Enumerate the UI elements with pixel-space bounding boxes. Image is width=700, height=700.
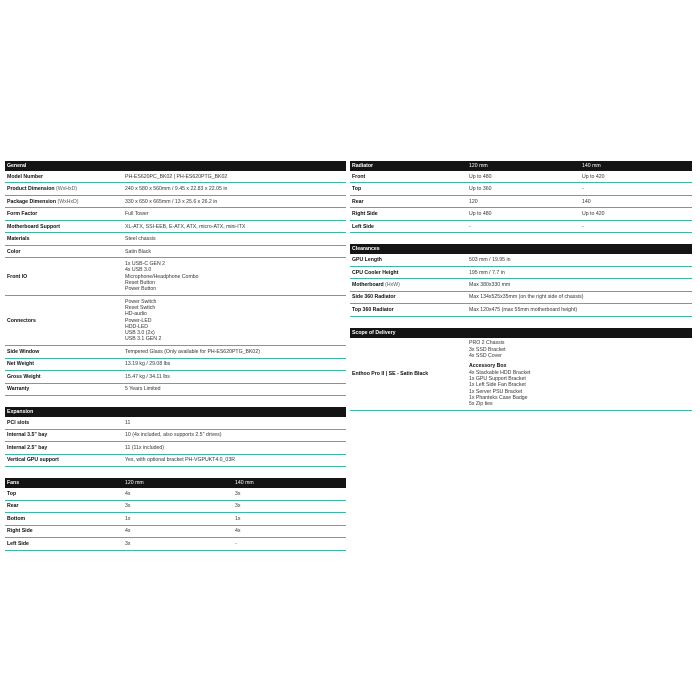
row-label-text: Motherboard [352,281,384,288]
scope-table [350,328,692,411]
row-label: Side 360 Radiator [350,291,467,303]
accessory-line: 4x Stackable HDD Bracket [469,369,531,376]
accessory-line: 5x Zip ties [469,401,493,408]
row-value-120: 1x [123,513,233,525]
table-row [350,291,692,303]
scope-line: 3x SSD Bracket [469,346,506,353]
row-label: Top 360 Radiator [350,304,467,316]
clearances-header: Clearances [350,244,692,254]
radiator-header: Radiator [350,161,467,171]
fans-col-140: 140 mm [233,478,346,488]
connector-line: HD-audio [125,311,147,318]
row-value-140: 3x [233,500,346,512]
row-value [123,296,346,346]
row-label: Bottom [5,513,123,525]
radiator-col-140: 140 mm [580,161,692,171]
left-column [5,161,346,562]
expansion-header: Expansion [5,407,346,417]
accessory-box-title: Accessory Box [469,363,507,370]
row-value-140: 4x [233,525,346,537]
table-row [5,233,346,245]
row-value: Max 120x475 (max 55mm motherboard height) [467,304,692,316]
row-label: Front IO [5,258,123,296]
table-row [5,383,346,395]
row-label: PCI slots [5,417,123,429]
table-row [5,500,346,512]
table-row [5,183,346,195]
row-value-120: 3x [123,500,233,512]
radiator-table [350,161,692,233]
table-row [5,358,346,370]
row-value-140: - [233,538,346,550]
table-row [350,266,692,278]
row-label: Right Side [5,525,123,537]
accessory-line: 1x GPU Support Bracket [469,375,526,382]
table-row [350,338,692,411]
table-row [5,208,346,220]
row-value: 503 mm / 19.95 in [467,254,692,266]
row-value: 15.47 kg / 34.11 lbs [123,371,346,383]
row-label-sub: (HxW) [385,281,400,288]
row-label: Left Side [350,220,467,232]
row-value-120: 120 [467,195,580,207]
row-label: Motherboard Support [5,220,123,232]
table-row [5,371,346,383]
row-value: Max 134x525x35mm (on the right side of chassis) [467,291,692,303]
table-row [350,254,692,266]
row-label: Net Weight [5,358,123,370]
fans-col-120: 120 mm [123,478,233,488]
table-row [5,245,346,257]
row-label: Materials [5,233,123,245]
table-row [5,538,346,550]
row-value-120: Up to 360 [467,183,580,195]
row-value: 11 (11x included) [123,442,346,454]
scope-header: Scope of Delivery [350,328,692,338]
row-label-text: Product Dimension [7,186,55,193]
table-row [5,296,346,346]
table-row [5,171,346,183]
scope-line: 4x SSD Cover [469,353,502,360]
table-row [350,279,692,291]
clearances-table [350,244,692,316]
row-label: GPU Length [350,254,467,266]
row-label: Gross Weight [5,371,123,383]
row-value-120: Up to 480 [467,171,580,183]
row-label: Top [350,183,467,195]
row-value-140: Up to 420 [580,171,692,183]
fans-header: Fans [5,478,123,488]
row-value-140: 3x [233,488,346,500]
table-row [5,220,346,232]
table-row [350,220,692,232]
connector-line: Power Switch [125,298,157,305]
row-value: XL-ATX, SSI-EEB, E-ATX, ATX, micro-ATX, mini-ITX [123,220,346,232]
row-value: 240 x 580 x 560mm / 9.45 x 22.83 x 22.05 in [123,183,346,195]
row-label: Color [5,245,123,257]
connector-line: Reset Switch [125,304,156,311]
connector-line: USB 3.0 (2x) [125,330,155,337]
table-row [5,488,346,500]
table-row [350,171,692,183]
front-io-line: Reset Button [125,279,155,286]
table-row [5,417,346,429]
row-label-text: Package Dimension [7,198,57,205]
accessory-line: 1x Left Side Fan Bracket [469,382,526,389]
row-label [5,195,123,207]
row-label: Vertical GPU support [5,454,123,466]
table-row [350,195,692,207]
row-value: Steel chassis [123,233,346,245]
row-value: Yes, with optional bracket PH-VGPUKT4.0_03R [123,454,346,466]
connector-line: USB 3.1 GEN 2 [125,336,162,343]
row-label: Left Side [5,538,123,550]
table-row [350,183,692,195]
row-value: PH-ES620PC_BK02 | PH-ES620PTG_BK02 [123,171,346,183]
table-row [350,304,692,316]
row-label: Connectors [5,296,123,346]
row-label: Internal 3.5" bay [5,429,123,441]
row-label: Model Number [5,171,123,183]
scope-line: PRO 2 Chassis [469,340,505,347]
scope-contents [467,338,692,411]
row-label-sub: (WxHxD) [57,198,79,205]
table-row [5,429,346,441]
row-label: Front [350,171,467,183]
front-io-line: Microphone/Headphone Combo [125,273,199,280]
row-label: Side Window [5,346,123,358]
table-row [5,346,346,358]
row-label: Right Side [350,208,467,220]
row-value: Tempered Glass (Only available for PH-ES620PTG_BK02) [123,346,346,358]
connector-line: HDD-LED [125,323,149,330]
table-row [5,513,346,525]
table-row [5,442,346,454]
accessory-line: 1x Phanteks Case Badge [469,394,528,401]
table-row [5,454,346,466]
row-label [350,279,467,291]
row-value: 11 [123,417,346,429]
radiator-col-120: 120 mm [467,161,580,171]
row-label-sub: (WxHxD) [56,186,78,193]
front-io-line: Power Button [125,286,157,293]
general-header: General [5,161,346,171]
row-label: Rear [5,500,123,512]
front-io-line: 4x USB 3.0 [125,267,152,274]
row-label: Form Factor [5,208,123,220]
row-label: Internal 2.5" bay [5,442,123,454]
accessory-line: 1x Server PSU Bracket [469,388,523,395]
row-value-120: 4x [123,525,233,537]
row-value: 5 Years Limited [123,383,346,395]
row-value: 195 mm / 7.7 in [467,266,692,278]
row-label: Top [5,488,123,500]
row-value-140: 1x [233,513,346,525]
general-table [5,161,346,396]
row-value-120: - [467,220,580,232]
front-io-line: 1x USB-C GEN 2 [125,260,166,267]
fans-table [5,478,346,550]
table-row [5,525,346,537]
row-label: CPU Cooler Height [350,266,467,278]
scope-product-label: Enthoo Pro II | SE - Satin Black [350,338,467,411]
row-value-140: - [580,220,692,232]
row-value-140: 140 [580,195,692,207]
connector-line: Power-LED [125,317,152,324]
row-value: 10 (4x included, also supports 2.5" drives) [123,429,346,441]
table-row [5,258,346,296]
row-value: 330 x 650 x 665mm / 13 x 25.6 x 26.2 in [123,195,346,207]
row-value [123,258,346,296]
row-value: 13.19 kg / 29.08 lbs [123,358,346,370]
row-value: Max 380x330 mm [467,279,692,291]
row-value: Satin Black [123,245,346,257]
expansion-table [5,407,346,467]
row-value-140: Up to 420 [580,208,692,220]
table-row [5,195,346,207]
row-value-120: Up to 480 [467,208,580,220]
row-label: Rear [350,195,467,207]
table-row [350,208,692,220]
row-label: Warranty [5,383,123,395]
row-value-140: - [580,183,692,195]
row-value-120: 4x [123,488,233,500]
right-column [350,161,692,422]
row-label [5,183,123,195]
row-value: Full Tower [123,208,346,220]
row-value-120: 3x [123,538,233,550]
